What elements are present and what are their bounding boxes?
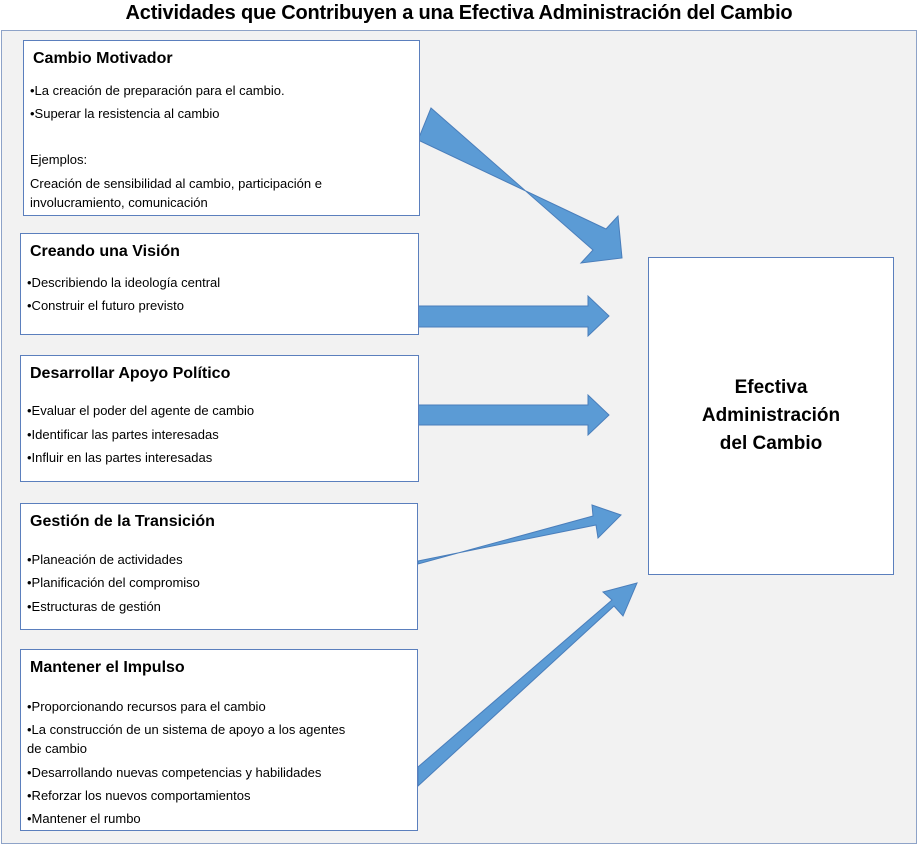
box-bullet: •Mantener el rumbo [27,811,141,826]
box-text: Creación de sensibilidad al cambio, participación e [30,176,322,191]
box-text: de cambio [27,741,87,756]
box-text: involucramiento, comunicación [30,195,208,210]
box-heading: Cambio Motivador [33,50,173,67]
box-creando-vision [20,233,419,335]
arrow-apoyo [418,395,609,435]
box-bullet: •Reforzar los nuevos comportamientos [27,788,251,803]
box-bullet: •Describiendo la ideología central [27,275,221,290]
box-bullet: •La construcción de un sistema de apoyo a los agentes [27,722,346,737]
box-heading: Desarrollar Apoyo Político [30,365,231,382]
box-bullet: •Construir el futuro previsto [27,298,185,313]
box-bullet: •Planeación de actividades [27,552,183,567]
box-heading: Gestión de la Transición [30,513,215,530]
arrow-impulso [418,583,637,786]
box-apoyo-politico [20,355,419,482]
result-line: Administración [701,405,841,426]
arrow-transicion [418,505,621,564]
box-bullet: •Influir en las partes interesadas [27,450,213,465]
box-heading: Mantener el Impulso [30,659,185,676]
box-bullet: •Identificar las partes interesadas [27,427,219,442]
box-bullet: •Estructuras de gestión [27,599,161,614]
diagram-title: Actividades que Contribuyen a una Efectiva Administración del Cambio [125,2,793,24]
box-gestion-transicion [20,503,418,630]
box-bullet: •La creación de preparación para el cambio. [30,83,285,98]
box-bullet: •Evaluar el poder del agente de cambio [27,403,255,418]
result-box-efectiva-administracion [648,257,894,575]
box-bullet: •Planificación del compromiso [27,575,200,590]
result-line: Efectiva [734,377,808,398]
box-bullet: •Proporcionando recursos para el cambio [27,699,266,714]
arrow-vision [418,296,609,336]
result-line: del Cambio [719,433,823,454]
box-heading: Creando una Visión [30,243,180,260]
box-bullet: •Desarrollando nuevas competencias y habilidades [27,765,322,780]
box-text: Ejemplos: [30,152,88,167]
box-bullet: •Superar la resistencia al cambio [30,106,220,121]
box-mantener-impulso [20,649,418,831]
arrow-motivador [418,108,622,263]
box-cambio-motivador [23,40,420,216]
